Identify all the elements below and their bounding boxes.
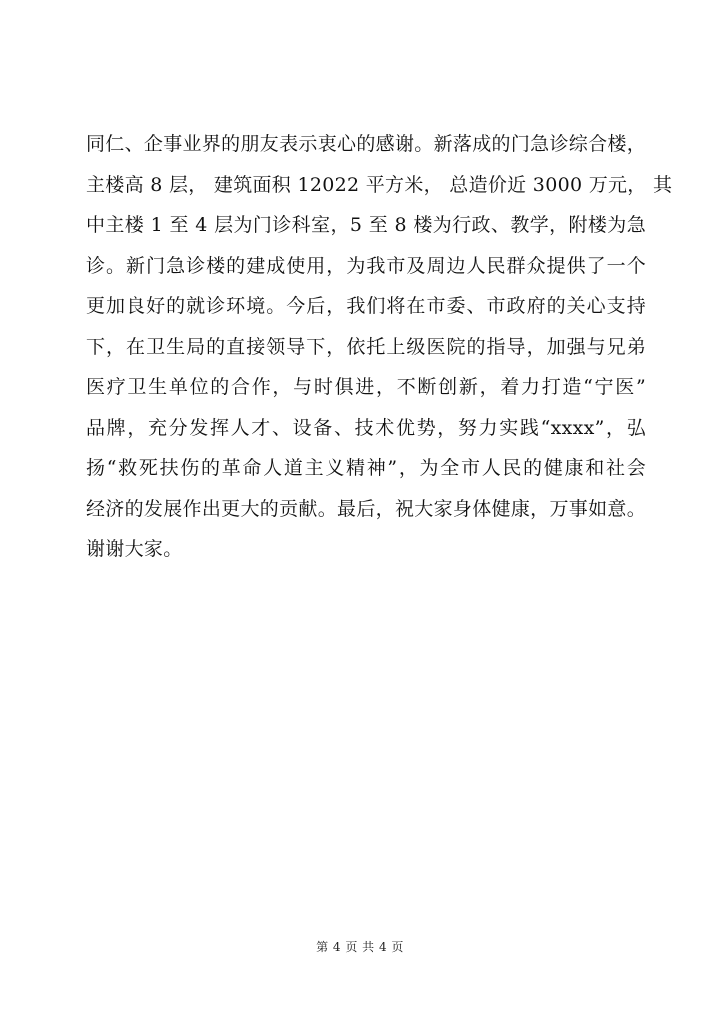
text-line: 同仁、企事业界的朋友表示衷心的感谢。新落成的门急诊综合楼， [86, 133, 646, 155]
text-line: 更加良好的就诊环境。今后，我们将在市委、市政府的关心支持 [86, 295, 646, 317]
page-number-footer: 第 4 页 共 4 页 [316, 940, 404, 954]
body-paragraph [86, 124, 673, 570]
text-line: 中主楼 1 至 4 层为门诊科室，5 至 8 楼为行政、教学，附楼为急 [86, 214, 646, 236]
text-line: 诊。新门急诊楼的建成使用，为我市及周边人民群众提供了一个 [86, 254, 646, 277]
text-line: 扬“救死扶伤的革命人道主义精神”，为全市人民的健康和社会 [86, 457, 646, 479]
text-line: 下，在卫生局的直接领导下，依托上级医院的指导，加强与兄弟 [86, 335, 646, 358]
text-line: 主楼高 8 层， 建筑面积 12022 平方米， 总造价近 3000 万元， 其 [86, 173, 673, 196]
text-line: 品牌，充分发挥人才、设备、技术优势，努力实践“xxxx”，弘 [86, 416, 646, 439]
text-line: 经济的发展作出更大的贡献。最后，祝大家身体健康，万事如意。 [86, 497, 646, 520]
text-line: 谢谢大家。 [86, 538, 183, 560]
text-line: 医疗卫生单位的合作，与时俱进，不断创新，着力打造“宁医” [86, 376, 646, 398]
